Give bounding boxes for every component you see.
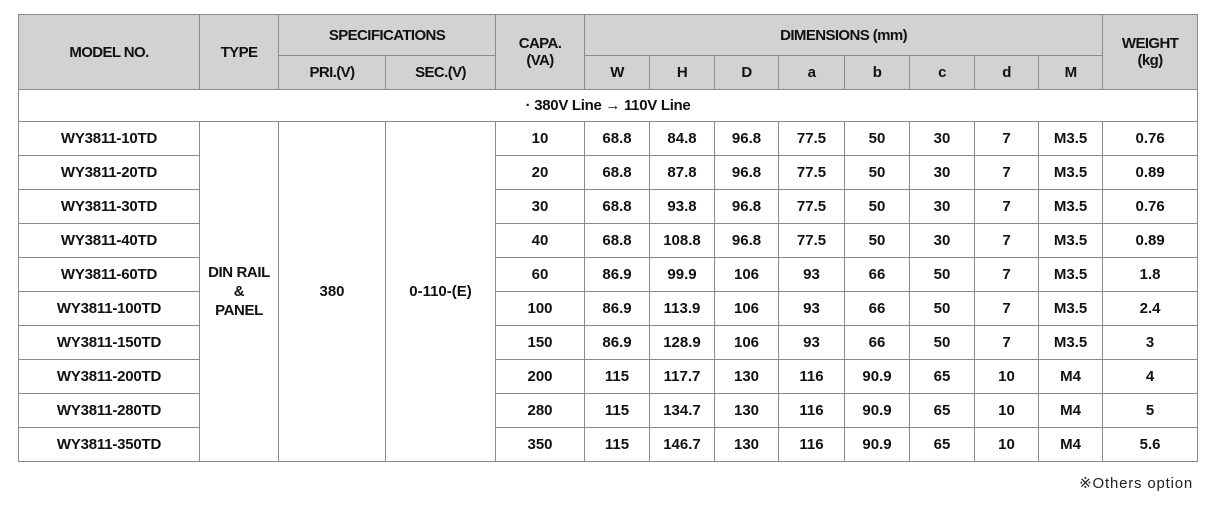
cell-model: WY3811-100TD — [19, 292, 200, 326]
cell-weight: 5.6 — [1103, 428, 1198, 462]
cell-dim-d: 96.8 — [715, 156, 779, 190]
cell-dim-w: 68.8 — [585, 190, 650, 224]
cell-dim-d-small: 7 — [975, 258, 1039, 292]
table-row — [19, 292, 1198, 326]
cell-dim-c: 30 — [910, 224, 975, 258]
cell-dim-d: 106 — [715, 258, 779, 292]
header-dim-h: H — [650, 56, 715, 90]
table-header — [19, 15, 1198, 90]
header-dim-d: D — [715, 56, 779, 90]
cell-dim-h: 113.9 — [650, 292, 715, 326]
cell-dim-a: 93 — [779, 326, 845, 360]
table-row — [19, 156, 1198, 190]
table-row — [19, 190, 1198, 224]
cell-dim-c: 50 — [910, 292, 975, 326]
cell-dim-d-small: 7 — [975, 190, 1039, 224]
cell-model: WY3811-40TD — [19, 224, 200, 258]
cell-weight: 5 — [1103, 394, 1198, 428]
cell-dim-h: 99.9 — [650, 258, 715, 292]
header-dim-m: M — [1039, 56, 1103, 90]
cell-dim-c: 30 — [910, 122, 975, 156]
header-dimensions: DIMENSIONS (mm) — [585, 15, 1103, 56]
cell-dim-h: 84.8 — [650, 122, 715, 156]
cell-capa: 10 — [496, 122, 585, 156]
cell-dim-d-small: 7 — [975, 122, 1039, 156]
header-dim-a: a — [779, 56, 845, 90]
cell-dim-d-small: 10 — [975, 394, 1039, 428]
cell-dim-d-small: 7 — [975, 224, 1039, 258]
header-dim-b: b — [845, 56, 910, 90]
cell-dim-h: 93.8 — [650, 190, 715, 224]
cell-weight: 0.76 — [1103, 190, 1198, 224]
cell-dim-a: 93 — [779, 258, 845, 292]
cell-dim-w: 115 — [585, 394, 650, 428]
cell-weight: 2.4 — [1103, 292, 1198, 326]
cell-weight: 0.89 — [1103, 156, 1198, 190]
cell-dim-w: 68.8 — [585, 122, 650, 156]
table-row — [19, 428, 1198, 462]
cell-dim-w: 68.8 — [585, 224, 650, 258]
cell-dim-a: 77.5 — [779, 190, 845, 224]
cell-dim-m: M3.5 — [1039, 156, 1103, 190]
table-row — [19, 122, 1198, 156]
cell-dim-d-small: 7 — [975, 292, 1039, 326]
cell-model: WY3811-60TD — [19, 258, 200, 292]
cell-dim-a: 116 — [779, 394, 845, 428]
cell-dim-m: M3.5 — [1039, 190, 1103, 224]
table-row — [19, 258, 1198, 292]
cell-dim-m: M4 — [1039, 360, 1103, 394]
cell-dim-c: 65 — [910, 360, 975, 394]
cell-dim-a: 77.5 — [779, 122, 845, 156]
cell-dim-c: 30 — [910, 156, 975, 190]
cell-dim-c: 65 — [910, 394, 975, 428]
cell-dim-d: 130 — [715, 394, 779, 428]
header-weight — [1103, 15, 1198, 90]
cell-model: WY3811-10TD — [19, 122, 200, 156]
cell-dim-m: M3.5 — [1039, 326, 1103, 360]
cell-model: WY3811-200TD — [19, 360, 200, 394]
cell-dim-h: 146.7 — [650, 428, 715, 462]
header-dim-w: W — [585, 56, 650, 90]
header-sec: SEC.(V) — [386, 56, 496, 90]
cell-dim-m: M4 — [1039, 394, 1103, 428]
cell-dim-d: 96.8 — [715, 224, 779, 258]
cell-dim-b: 50 — [845, 122, 910, 156]
cell-dim-m: M3.5 — [1039, 258, 1103, 292]
cell-dim-w: 86.9 — [585, 292, 650, 326]
header-capa-line2: (VA) — [526, 52, 554, 69]
cell-dim-b: 66 — [845, 326, 910, 360]
section-title: · 380V Line → 110V Line — [19, 90, 1198, 122]
table-row — [19, 326, 1198, 360]
cell-dim-c: 65 — [910, 428, 975, 462]
cell-model: WY3811-20TD — [19, 156, 200, 190]
cell-dim-m: M4 — [1039, 428, 1103, 462]
cell-capa: 150 — [496, 326, 585, 360]
cell-model: WY3811-350TD — [19, 428, 200, 462]
table-row — [19, 394, 1198, 428]
cell-dim-b: 90.9 — [845, 394, 910, 428]
cell-dim-w: 115 — [585, 360, 650, 394]
cell-dim-d: 96.8 — [715, 122, 779, 156]
header-dim-d-small: d — [975, 56, 1039, 90]
cell-dim-m: M3.5 — [1039, 224, 1103, 258]
cell-model: WY3811-150TD — [19, 326, 200, 360]
cell-capa: 40 — [496, 224, 585, 258]
cell-pri: 380 — [279, 122, 386, 462]
cell-dim-d-small: 10 — [975, 360, 1039, 394]
cell-weight: 1.8 — [1103, 258, 1198, 292]
header-type: TYPE — [200, 15, 279, 90]
cell-dim-d-small: 10 — [975, 428, 1039, 462]
cell-weight: 0.89 — [1103, 224, 1198, 258]
table-row — [19, 224, 1198, 258]
cell-dim-w: 115 — [585, 428, 650, 462]
table-body — [19, 90, 1198, 462]
cell-capa: 20 — [496, 156, 585, 190]
spec-table — [18, 14, 1198, 462]
cell-dim-d-small: 7 — [975, 326, 1039, 360]
cell-dim-a: 116 — [779, 428, 845, 462]
cell-dim-b: 90.9 — [845, 428, 910, 462]
header-model: MODEL NO. — [19, 15, 200, 90]
cell-sec: 0-110-(E) — [386, 122, 496, 462]
cell-dim-c: 50 — [910, 258, 975, 292]
header-weight-line1: WEIGHT — [1121, 35, 1179, 52]
cell-dim-d: 106 — [715, 326, 779, 360]
cell-dim-h: 117.7 — [650, 360, 715, 394]
header-weight-line2: (kg) — [1137, 52, 1163, 69]
cell-dim-b: 66 — [845, 258, 910, 292]
cell-weight: 0.76 — [1103, 122, 1198, 156]
cell-dim-a: 77.5 — [779, 156, 845, 190]
cell-dim-a: 93 — [779, 292, 845, 326]
cell-type-line2: & — [233, 283, 245, 300]
cell-dim-h: 108.8 — [650, 224, 715, 258]
cell-dim-w: 86.9 — [585, 258, 650, 292]
cell-dim-d: 130 — [715, 428, 779, 462]
cell-capa: 200 — [496, 360, 585, 394]
cell-dim-d: 130 — [715, 360, 779, 394]
cell-dim-d: 96.8 — [715, 190, 779, 224]
header-specifications: SPECIFICATIONS — [279, 15, 496, 56]
cell-capa: 30 — [496, 190, 585, 224]
footnote: ※Others option — [1079, 475, 1193, 492]
cell-dim-d-small: 7 — [975, 156, 1039, 190]
cell-dim-h: 134.7 — [650, 394, 715, 428]
cell-capa: 100 — [496, 292, 585, 326]
cell-dim-a: 116 — [779, 360, 845, 394]
cell-dim-b: 50 — [845, 224, 910, 258]
cell-dim-c: 30 — [910, 190, 975, 224]
header-capa — [496, 15, 585, 90]
cell-model: WY3811-30TD — [19, 190, 200, 224]
cell-dim-w: 86.9 — [585, 326, 650, 360]
cell-dim-b: 66 — [845, 292, 910, 326]
header-dim-c: c — [910, 56, 975, 90]
table-row — [19, 360, 1198, 394]
cell-type — [200, 122, 279, 462]
cell-dim-h: 128.9 — [650, 326, 715, 360]
cell-dim-c: 50 — [910, 326, 975, 360]
header-pri: PRI.(V) — [279, 56, 386, 90]
cell-weight: 3 — [1103, 326, 1198, 360]
cell-capa: 350 — [496, 428, 585, 462]
cell-dim-h: 87.8 — [650, 156, 715, 190]
cell-type-line1: DIN RAIL — [208, 264, 270, 281]
header-capa-line1: CAPA. — [518, 35, 562, 52]
cell-dim-m: M3.5 — [1039, 292, 1103, 326]
cell-dim-b: 90.9 — [845, 360, 910, 394]
cell-capa: 280 — [496, 394, 585, 428]
cell-model: WY3811-280TD — [19, 394, 200, 428]
cell-dim-d: 106 — [715, 292, 779, 326]
cell-dim-m: M3.5 — [1039, 122, 1103, 156]
cell-type-line3: PANEL — [215, 302, 263, 319]
cell-dim-b: 50 — [845, 190, 910, 224]
cell-capa: 60 — [496, 258, 585, 292]
cell-dim-b: 50 — [845, 156, 910, 190]
cell-dim-a: 77.5 — [779, 224, 845, 258]
cell-weight: 4 — [1103, 360, 1198, 394]
cell-dim-w: 68.8 — [585, 156, 650, 190]
